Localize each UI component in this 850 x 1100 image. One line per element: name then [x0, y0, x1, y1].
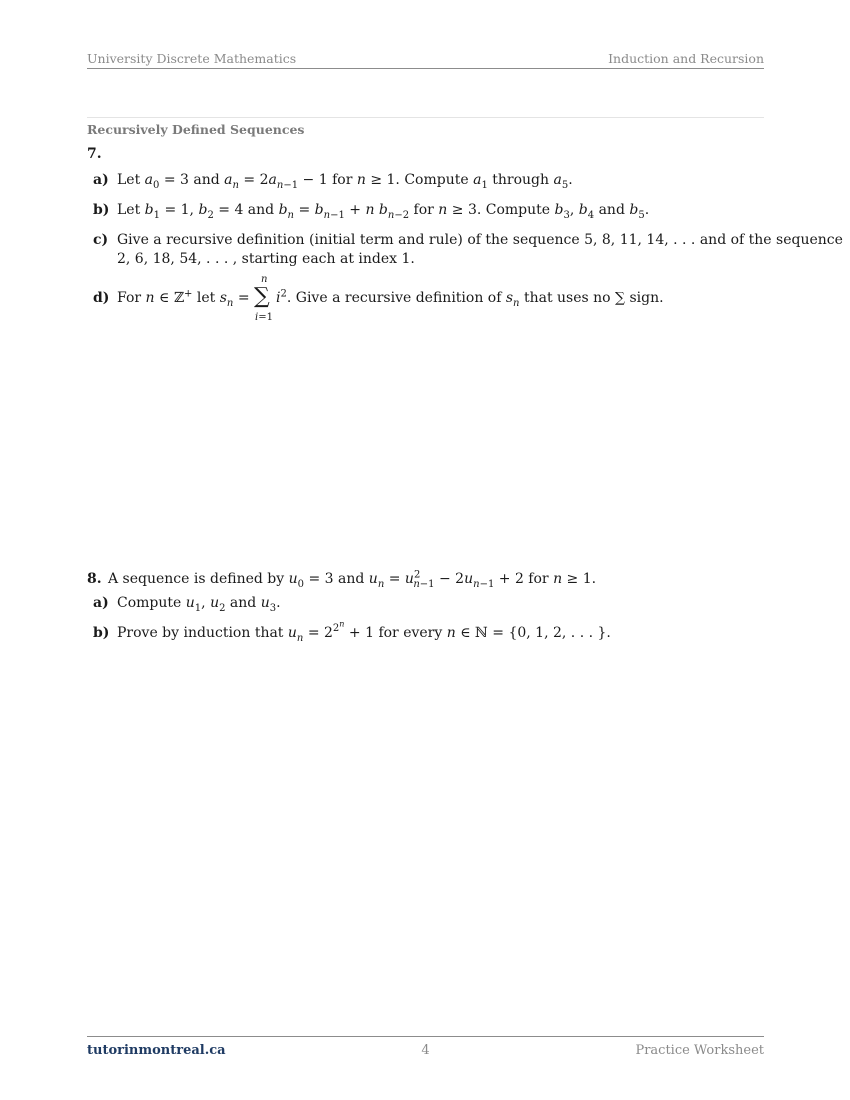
- part-text-line-2: 2, 6, 18, 54, . . . , starting each at index 1.: [117, 251, 415, 267]
- page-footer: [87, 1036, 764, 1058]
- question-8-number: 8.: [87, 571, 102, 587]
- part-label: d): [93, 290, 110, 306]
- footer-page-number: 4: [421, 1043, 430, 1058]
- footer-website-link[interactable]: tutorinmontreal.ca: [87, 1043, 226, 1058]
- footer-document-type: Practice Worksheet: [635, 1043, 764, 1058]
- summation-symbol: ∑ n i=1: [254, 274, 273, 323]
- part-text: Let $b_1 = 1$, $b_2 = 4$ and $b_n = b_{n-1} + n$ $b_{n-2}$ for n ≥ 3. Compute $b_3$, $b_4$ and $b_5$.: [117, 202, 650, 221]
- part-label: a): [93, 595, 109, 611]
- header-course-title: University Discrete Mathematics: [87, 51, 297, 66]
- section-title: Recursively Defined Sequences: [87, 122, 305, 137]
- page-header: [87, 51, 764, 69]
- question-8-text: A sequence is defined by $u_0 = 3$ and $u_n = u^2_{n-1} - 2u_{n-1} + 2$ for n ≥ 1.: [108, 569, 597, 590]
- part-label: b): [93, 202, 110, 218]
- section-divider: [87, 117, 764, 118]
- part-text: Compute $u_1$, $u_2$ and $u_3$.: [117, 595, 281, 614]
- part-text-line-1: Give a recursive definition (initial term and rule) of the sequence 5, 8, 11, 14, . . . and of the sequence: [117, 232, 843, 248]
- part-label: a): [93, 172, 109, 188]
- part-text: Let $a_0 = 3$ and $a_n = 2a_{n-1} - 1$ for n ≥ 1. Compute $a_1$ through $a_5$.: [117, 172, 573, 191]
- part-label: c): [93, 232, 109, 248]
- header-topic: Induction and Recursion: [608, 51, 764, 66]
- question-7-number: 7.: [87, 146, 102, 162]
- part-text: For n ∈ ℤ+ let $s_n$ = ∑ n i=1 $i^2$. Give a recursive definition of $s_n$ that uses no ∑ sign.: [117, 274, 664, 323]
- part-label: b): [93, 625, 110, 641]
- part-text: Prove by induction that $u_n = 2^{2^n} + 1$ for every n ∈ ℕ = {0, 1, 2, . . . }.: [117, 620, 611, 644]
